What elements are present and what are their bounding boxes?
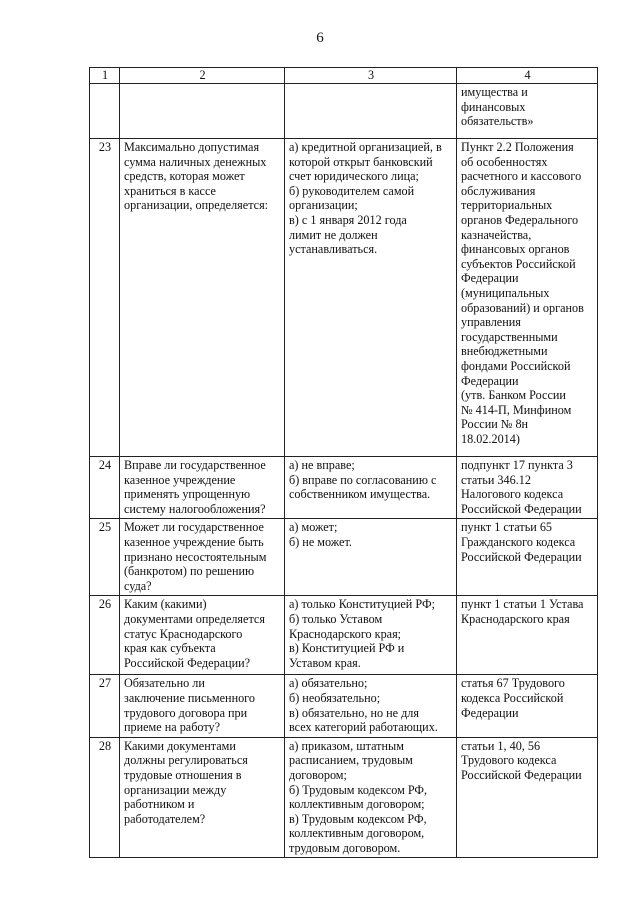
source-cell: подпункт 17 пункта 3 статьи 346.12 Налогового кодекса Российской Федерации xyxy=(457,457,598,519)
answers-cell: а) кредитной организацией, в которой открыт банковский счет юридического лица; б) руководителем самой организации; в) с 1 января 2012 года лимит не должен устанавливаться. xyxy=(285,139,457,457)
table-row xyxy=(90,596,598,675)
table-row xyxy=(90,139,598,457)
answers-cell: а) может; б) не может. xyxy=(285,519,457,596)
question-cell: Максимально допустимая сумма наличных денежных средств, которая может храниться в кассе организации, определяется: xyxy=(120,139,285,457)
row-number: 25 xyxy=(90,519,120,596)
header-col-2: 2 xyxy=(120,68,285,84)
page-number: 6 xyxy=(316,30,324,46)
table-row xyxy=(90,675,598,737)
header-col-3: 3 xyxy=(285,68,457,84)
answers-cell xyxy=(285,84,457,139)
table-row xyxy=(90,457,598,519)
row-number: 24 xyxy=(90,457,120,519)
row-number: 23 xyxy=(90,139,120,457)
row-number: 28 xyxy=(90,737,120,858)
source-cell: пункт 1 статьи 65 Гражданского кодекса Российской Федерации xyxy=(457,519,598,596)
answers-cell: а) обязательно; б) необязательно; в) обязательно, но не для всех категорий работающих. xyxy=(285,675,457,737)
table-row xyxy=(90,84,598,139)
answers-cell: а) приказом, штатным расписанием, трудовым договором; б) Трудовым кодексом РФ, коллективным договором; в) Трудовым кодексом РФ, коллективным договором, трудовым договором. xyxy=(285,737,457,858)
row-number xyxy=(90,84,120,139)
source-cell: Пункт 2.2 Положения об особенностях расчетного и кассового обслуживания территориальных органов Федерального казначейства, финансовых органов субъектов Российской Федерации (муниципальных образований) и органов управления государственными внебюджетными фондами Российской Федерации (утв. Банком России № 414-П, Минфином России № 8н 18.02.2014) xyxy=(457,139,598,457)
question-cell: Может ли государственное казенное учреждение быть признано несостоятельным (банкротом) по решению суда? xyxy=(120,519,285,596)
table-row xyxy=(90,519,598,596)
table-header-row xyxy=(90,68,598,84)
header-col-1: 1 xyxy=(90,68,120,84)
question-cell: Обязательно ли заключение письменного трудового договора при приеме на работу? xyxy=(120,675,285,737)
source-cell: имущества и финансовых обязательств» xyxy=(457,84,598,139)
question-cell: Каким (какими) документами определяется статус Краснодарского края как субъекта Российской Федерации? xyxy=(120,596,285,675)
source-cell: статья 67 Трудового кодекса Российской Федерации xyxy=(457,675,598,737)
row-number: 27 xyxy=(90,675,120,737)
question-cell: Какими документами должны регулироваться трудовые отношения в организации между работником и работодателем? xyxy=(120,737,285,858)
source-cell: статьи 1, 40, 56 Трудового кодекса Российской Федерации xyxy=(457,737,598,858)
questions-table xyxy=(89,67,598,858)
question-cell: Вправе ли государственное казенное учреждение применять упрощенную систему налогообложения? xyxy=(120,457,285,519)
question-cell xyxy=(120,84,285,139)
answers-cell: а) только Конституцией РФ; б) только Уставом Краснодарского края; в) Конституцией РФ и Уставом края. xyxy=(285,596,457,675)
answers-cell: а) не вправе; б) вправе по согласованию с собственником имущества. xyxy=(285,457,457,519)
source-cell: пункт 1 статьи 1 Устава Краснодарского края xyxy=(457,596,598,675)
header-col-4: 4 xyxy=(457,68,598,84)
row-number: 26 xyxy=(90,596,120,675)
table-row xyxy=(90,737,598,858)
